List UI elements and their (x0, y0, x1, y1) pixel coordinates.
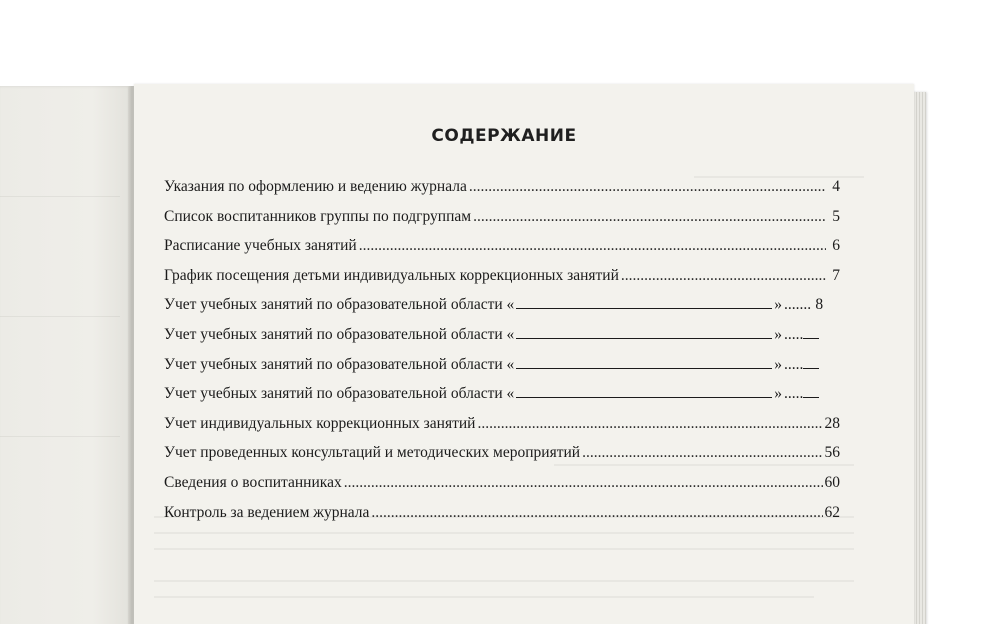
toc-page-number: 8 (815, 296, 824, 314)
toc-entry (164, 444, 840, 474)
dot-leader (582, 444, 822, 462)
dot-leader (344, 474, 823, 492)
blank-page-number (803, 356, 819, 369)
dot-leader: ..... (784, 355, 804, 373)
blank-field (516, 385, 772, 398)
blank-page-number (803, 385, 819, 398)
blank-field (516, 296, 772, 309)
toc-entry-text: Учет проведенных консультаций и методических мероприятий (164, 444, 581, 462)
closing-quote: » (774, 355, 783, 373)
left-page-shading (0, 196, 120, 197)
dot-leader (469, 178, 826, 196)
dot-leader (621, 267, 826, 285)
toc-entry (164, 237, 840, 267)
dot-leader (473, 208, 826, 226)
toc-page-number: 6 (832, 237, 840, 255)
bleed-through-line (154, 596, 814, 598)
dot-leader: ....... (784, 296, 812, 314)
left-page-shading (0, 436, 120, 437)
dot-leader (477, 415, 822, 433)
toc-page-number: 7 (832, 266, 840, 284)
toc-entry (164, 504, 840, 534)
dot-leader: ..... (784, 325, 804, 343)
toc-page-number: 60 (824, 473, 840, 491)
dot-leader (371, 504, 822, 522)
toc-entry (164, 326, 840, 356)
toc-entry (164, 415, 840, 445)
toc-entry-text: Учет учебных занятий по образовательной области « (164, 355, 515, 373)
toc-entry-text: Контроль за ведением журнала (164, 503, 370, 521)
toc-entry-text: Сведения о воспитанниках (164, 473, 342, 491)
blank-field (516, 326, 772, 339)
left-page (0, 86, 132, 624)
toc-entry (164, 296, 840, 326)
toc-page-number: 5 (832, 207, 840, 225)
dot-leader: ..... (784, 385, 804, 403)
toc-page-number: 28 (824, 414, 840, 432)
page-title: СОДЕРЖАНИЕ (431, 126, 577, 146)
closing-quote: » (774, 296, 783, 314)
dot-leader (359, 237, 826, 255)
toc-entry-text: Расписание учебных занятий (164, 237, 357, 255)
bleed-through-line (154, 580, 854, 582)
toc-page-number: 56 (824, 444, 840, 462)
toc-entry-text: Указания по оформлению и ведению журнала (164, 178, 467, 195)
toc-entry (164, 356, 840, 386)
toc-entry (164, 267, 840, 297)
toc-entry-text: Список воспитанников группы по подгруппам (164, 207, 472, 225)
closing-quote: » (774, 325, 783, 343)
toc-page-number: 62 (824, 503, 840, 521)
toc-entry-text: Учет индивидуальных коррекционных занятий (164, 414, 476, 432)
toc-entry-text: График посещения детьми индивидуальных коррекционных занятий (164, 266, 619, 284)
closing-quote: » (774, 385, 783, 403)
toc-entry-text: Учет учебных занятий по образовательной области « (164, 325, 515, 343)
toc-page-number: 4 (832, 178, 840, 195)
toc-entry (164, 208, 840, 238)
toc-list (164, 178, 840, 533)
blank-field (516, 356, 772, 369)
toc-entry-text: Учет учебных занятий по образовательной области « (164, 385, 515, 403)
toc-entry (164, 385, 840, 415)
left-page-shading (0, 316, 120, 317)
blank-page-number (803, 326, 819, 339)
toc-entry-text: Учет учебных занятий по образовательной области « (164, 296, 515, 314)
toc-entry (164, 474, 840, 504)
right-page (134, 84, 914, 624)
bleed-through-line (154, 548, 854, 550)
toc-entry (164, 178, 840, 208)
